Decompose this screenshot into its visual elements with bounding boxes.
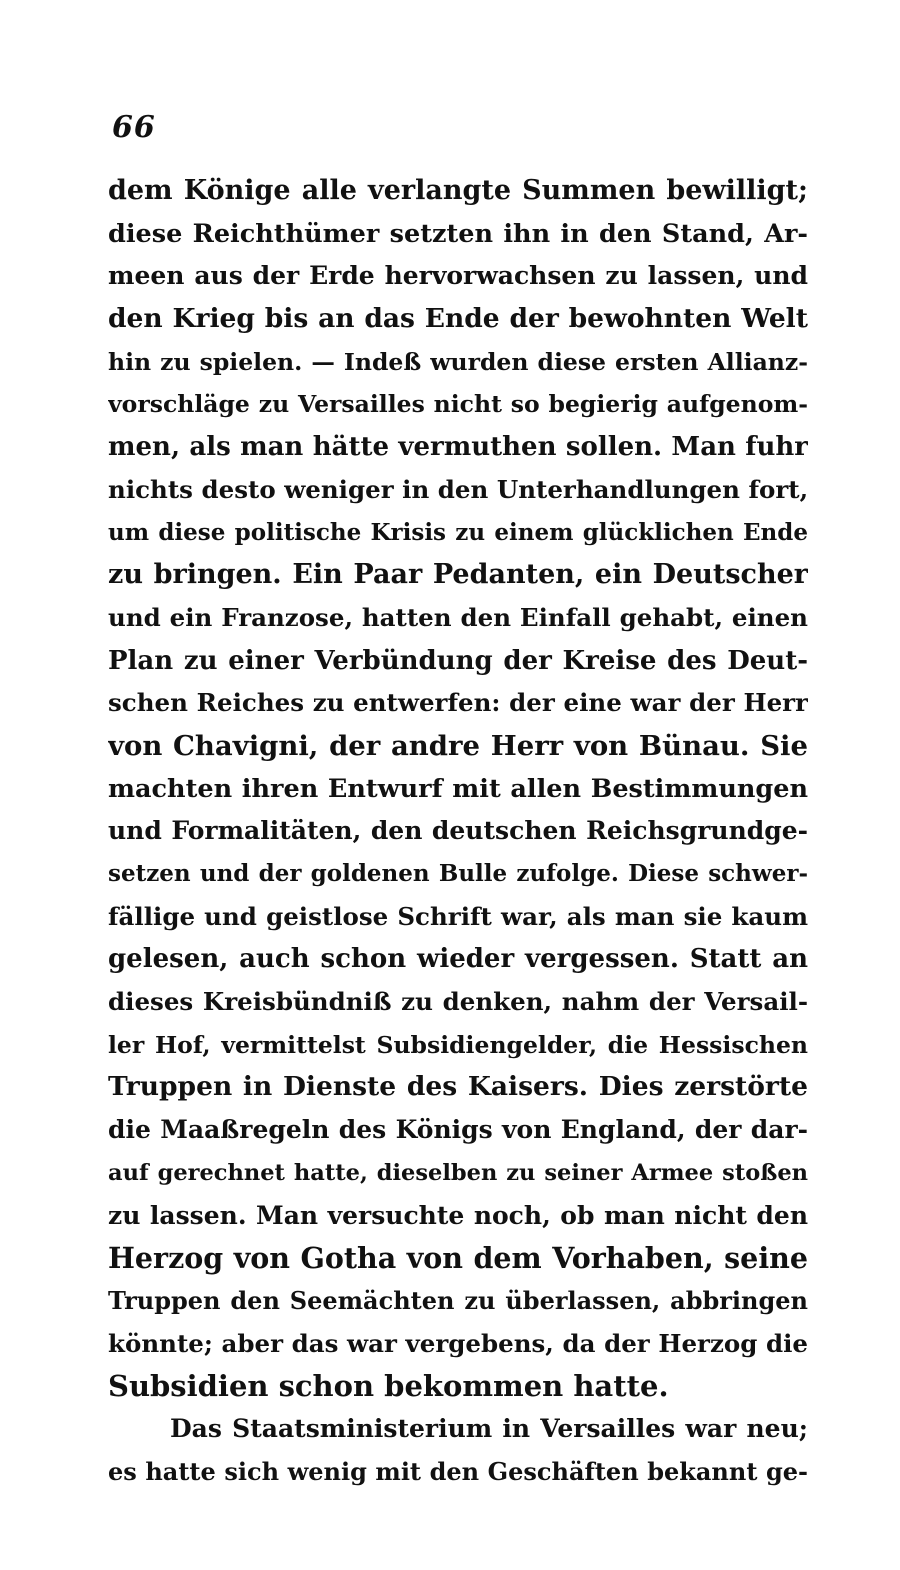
text-line: gelesen, auch schon wieder vergessen. Statt an — [108, 944, 808, 975]
text-line: schen Reiches zu entwerfen: der eine war der Herr — [108, 688, 808, 718]
text-line: Das Staatsministerium in Versailles war neu; — [170, 1413, 808, 1443]
text-line: auf gerechnet hatte, dieselben zu seiner Armee stoßen — [108, 1159, 808, 1186]
text-line: Herzog von Gotha von dem Vorhaben, seine — [108, 1241, 808, 1276]
text-line: um diese politische Krisis zu einem glücklichen Ende — [108, 518, 808, 546]
text-line: meen aus der Erde hervorwachsen zu lassen, und — [108, 261, 808, 291]
text-line: dem Könige alle verlangte Summen bewilligt; — [108, 175, 808, 206]
text-line: zu lassen. Man versuchte noch, ob man nicht den — [108, 1200, 808, 1230]
text-line: die Maaßregeln des Königs von England, der dar- — [108, 1115, 808, 1145]
text-line: es hatte sich wenig mit den Geschäften bekannt ge- — [108, 1456, 808, 1486]
text-line: Plan zu einer Verbündung der Kreise des Deut- — [108, 645, 808, 676]
text-line: zu bringen. Ein Paar Pedanten, ein Deutscher — [108, 559, 808, 591]
text-line: setzen und der goldenen Bulle zufolge. Diese schwer- — [108, 860, 808, 887]
text-line: Truppen den Seemächten zu überlassen, abbringen — [108, 1285, 808, 1315]
text-line: vorschläge zu Versailles nicht so begierig aufgenom- — [108, 390, 808, 419]
text-line: von Chavigni, der andre Herr von Bünau. Sie — [108, 729, 808, 762]
text-line: fällige und geistlose Schrift war, als man sie kaum — [108, 901, 808, 931]
text-line: nichts desto weniger in den Unterhandlungen fort, — [108, 474, 808, 504]
text-line: diese Reichthümer setzten ihn in den Stand, Ar- — [108, 218, 808, 249]
text-line: den Krieg bis an das Ende der bewohnten Welt — [108, 303, 808, 335]
text-line: machten ihren Entwurf mit allen Bestimmungen — [108, 773, 808, 804]
page-number: 66 — [112, 110, 156, 145]
text-line: men, als man hätte vermuthen sollen. Man fuhr — [108, 432, 808, 463]
text-line: Truppen in Dienste des Kaisers. Dies zerstörte — [108, 1071, 808, 1103]
body-text — [108, 170, 808, 1493]
text-line: und Formalitäten, den deutschen Reichsgrundge- — [108, 816, 808, 846]
paragraph-2 — [108, 1408, 808, 1493]
paragraph-1 — [108, 170, 808, 1408]
text-line: hin zu spielen. — Indeß wurden diese ersten Allianz- — [108, 347, 808, 376]
text-line: dieses Kreisbündniß zu denken, nahm der Versail- — [108, 987, 808, 1017]
text-line: ler Hof, vermittelst Subsidiengelder, die Hessischen — [108, 1030, 808, 1059]
text-line: könnte; aber das war vergebens, da der Herzog die — [108, 1328, 808, 1358]
text-line: Subsidien schon bekommen hatte. — [108, 1369, 669, 1404]
text-line: und ein Franzose, hatten den Einfall gehabt, einen — [108, 602, 808, 632]
